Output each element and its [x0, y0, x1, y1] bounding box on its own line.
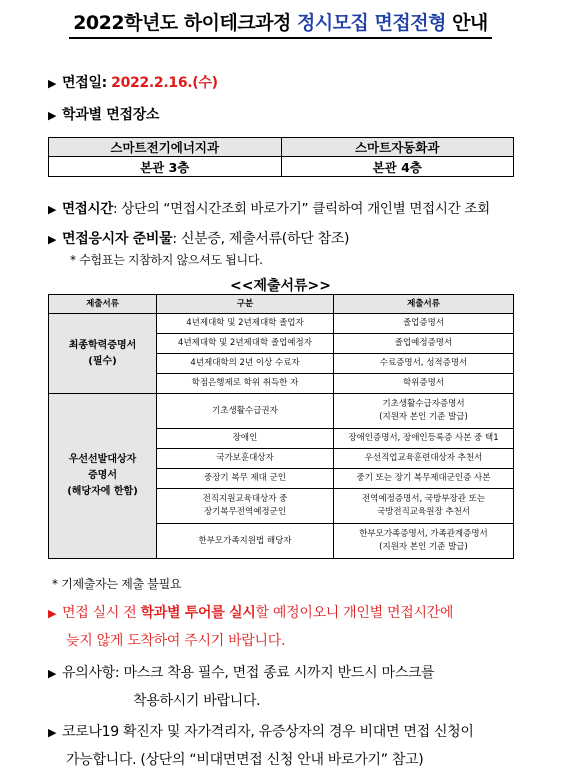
bullet-triangle-icon: ▶: [48, 726, 57, 739]
table-cell: [334, 449, 514, 469]
items-note: * 수험표는 지참하지 않으셔도 됩니다.: [70, 253, 263, 267]
notice-part3: 할 예정이오니 개인별 면접시간에: [255, 605, 454, 621]
table-cell: [334, 469, 514, 489]
page-title: [69, 8, 492, 39]
table-cell: [157, 394, 334, 429]
bullet-triangle-icon: ▶: [48, 109, 57, 122]
table-cell: 학위증명서: [334, 374, 514, 394]
docs-header-documents: 제출서류: [334, 295, 514, 314]
group-final-education: [49, 314, 157, 394]
cell-line: (지원자 본인 기준 발급): [379, 542, 468, 552]
covid-text1: 코로나19 확진자 및 자가격리자, 유증상자의 경우 비대면 면접 신청이: [62, 724, 474, 740]
interview-date-label: 면접일:: [62, 75, 107, 91]
cell-line: (지원자 본인 기준 발급): [379, 412, 468, 422]
notice-part1: 면접 실시 전: [62, 605, 141, 621]
group-priority-line3: (해당자에 한함): [67, 486, 138, 497]
bullet-triangle-icon: ▶: [48, 667, 57, 680]
bullet-triangle-icon: ▶: [48, 607, 57, 620]
table-cell: 4년제대학의 2년 이상 수료자: [157, 354, 334, 374]
table-cell: 졸업예정증명서: [334, 334, 514, 354]
docs-header-category: 제출서류: [49, 295, 157, 314]
interview-date-value: 2022.2.16.(수): [111, 75, 218, 91]
cell-line: 기초생활수급자증명서: [382, 399, 465, 409]
cell-line: 전직지원교육대상자 중: [202, 494, 288, 504]
cell-line: 국가보훈대상자: [216, 453, 274, 463]
table-cell: [157, 429, 334, 449]
cell-line: 장애인증명서, 장애인등록증 사본 중 택1: [348, 433, 499, 443]
cell-line: 한부모가족증명서, 가족관계증명서: [359, 529, 488, 539]
notice-part2: 학과별 투어를 실시: [140, 605, 256, 621]
bullet-triangle-icon: ▶: [48, 203, 57, 216]
cell-line: 한부모가족지원법 해당자: [198, 535, 292, 546]
docs-footnote: * 기제출자는 제출 불필요: [52, 577, 182, 591]
table-cell: [334, 489, 514, 524]
cell-line: 국방전직교육원장 추천서: [376, 507, 471, 517]
group-final-education-line1: 최종학력증명서: [68, 339, 137, 351]
cell-line: 우선직업교육훈련대상자 추천서: [364, 453, 483, 463]
venue-heading-line: [48, 104, 159, 124]
group-priority-selection: [49, 394, 157, 559]
cell-line: 장애인: [232, 433, 258, 443]
cell-line: 중장기 복무 제대 군인: [203, 473, 286, 483]
table-cell: [334, 394, 514, 429]
table-cell: 4년제대학 및 2년제대학 졸업자: [157, 314, 334, 334]
docs-caption: <<제출서류>>: [229, 278, 332, 294]
cell-line: 전역예정증명서, 국방부장관 또는: [361, 494, 486, 504]
bullet-triangle-icon: ▶: [48, 77, 57, 90]
table-cell: [157, 489, 334, 524]
interview-date-line: [48, 72, 218, 92]
bullet-triangle-icon: ▶: [48, 233, 57, 246]
interview-time-label: 면접시간: [62, 201, 113, 217]
table-cell: [157, 449, 334, 469]
table-cell: [157, 469, 334, 489]
caution-line2: 착용하시기 바랍니다.: [133, 693, 261, 709]
venue-header-electric: 스마트전기에너지과: [49, 138, 282, 157]
group-priority-line1: 우선선발대상자: [68, 454, 137, 465]
caution-line1: [48, 662, 434, 682]
table-cell: [334, 429, 514, 449]
interview-time-line: [48, 197, 490, 217]
covid-line1: [48, 721, 474, 741]
venue-table: [48, 137, 514, 177]
group-priority-line2: 증명서: [88, 470, 117, 481]
venue-header-automation: 스마트자동화과: [281, 138, 514, 157]
table-cell: 학점은행제로 학위 취득한 자: [157, 374, 334, 394]
items-needed-label: 면접응시자 준비물: [62, 231, 173, 247]
title-wrap: [0, 8, 561, 39]
cell-line: 기초생활수급권자: [212, 405, 278, 416]
documents-table: [48, 294, 514, 559]
venue-heading: 학과별 면접장소: [62, 107, 160, 123]
table-cell: [334, 524, 514, 559]
title-part2: 정시모집 면접전형: [297, 12, 446, 34]
notice-line2: 늦지 않게 도착하여 주시기 바랍니다.: [66, 633, 286, 649]
notice-line1: [48, 602, 453, 622]
table-cell: 수료증명서, 성적증명서: [334, 354, 514, 374]
table-cell: [157, 524, 334, 559]
docs-header-type: 구분: [157, 295, 334, 314]
venue-value-electric: 본관 3층: [49, 157, 282, 177]
caution-text1: 유의사항: 마스크 착용 필수, 면접 종료 시까지 반드시 마스크를: [62, 665, 435, 681]
cell-line: 중기 또는 장기 복무제대군인증 사본: [356, 473, 491, 483]
group-final-education-line2: (필수): [88, 355, 117, 367]
title-part1: 2022학년도 하이테크과정: [73, 12, 297, 34]
interview-time-text: : 상단의 “면접시간조회 바로가기” 클릭하여 개인별 면접시간 조회: [112, 201, 490, 217]
venue-value-automation: 본관 4층: [281, 157, 514, 177]
cell-line: 장기복무전역예정군인: [203, 507, 287, 517]
table-cell: 4년제대학 및 2년제대학 졸업예정자: [157, 334, 334, 354]
items-needed-text: : 신분증, 제출서류(하단 참조): [172, 231, 350, 247]
items-needed-line: [48, 228, 349, 248]
table-cell: 졸업증명서: [334, 314, 514, 334]
covid-line2: 가능합니다. (상단의 “비대면면접 신청 안내 바로가기” 참고): [66, 752, 424, 768]
title-part3: 안내: [445, 12, 488, 34]
